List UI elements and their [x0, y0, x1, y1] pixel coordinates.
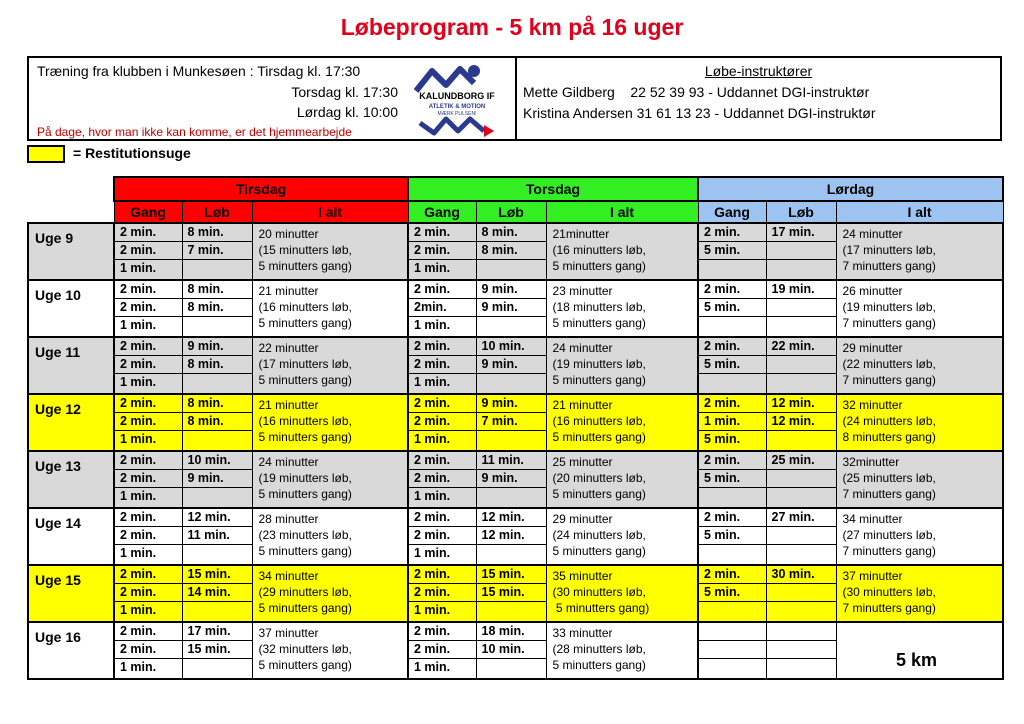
run-interval [183, 602, 252, 620]
walk-interval [699, 602, 766, 620]
run-interval: 19 min. [767, 281, 836, 299]
week-row [28, 337, 1003, 394]
walk-cell [114, 337, 182, 394]
week-row [28, 394, 1003, 451]
run-cell [182, 565, 252, 622]
total-text: 24 minutter (19 minutters løb, 5 minutters gang) [258, 455, 352, 501]
walk-interval: 2 min. [409, 413, 476, 431]
run-cell [476, 223, 546, 280]
walk-interval: 2 min. [115, 242, 182, 260]
run-cell [766, 280, 836, 337]
walk-interval: 5 min. [699, 527, 766, 545]
total-text: 37 minutter (32 minutters løb, 5 minutters gang) [258, 626, 352, 672]
walk-interval: 1 min. [414, 546, 451, 560]
run-interval [767, 374, 836, 392]
week-row [28, 508, 1003, 565]
walk-interval: 2 min. [115, 395, 182, 413]
run-interval: 8 min. [183, 395, 252, 413]
walk-interval: 2 min. [409, 242, 476, 260]
run-cell [182, 622, 252, 679]
run-interval: 8 min. [183, 299, 252, 317]
total-text: 25 minutter (20 minutters løb, 5 minutters gang) [552, 455, 646, 501]
run-interval: 8 min. [477, 224, 546, 242]
run-cell [476, 337, 546, 394]
run-interval [183, 374, 252, 392]
walk-interval: 5 min. [704, 432, 741, 446]
walk-cell [114, 280, 182, 337]
total-text: 21 minutter (16 minutters løb, 5 minutters gang) [258, 398, 352, 444]
walk-interval: 2 min. [409, 452, 476, 470]
walk-cell [408, 394, 476, 451]
week-label: Uge 10 [28, 280, 114, 337]
walk-cell [114, 508, 182, 565]
run-interval: 12 min. [477, 509, 546, 527]
run-cell [182, 451, 252, 508]
run-interval [477, 374, 546, 392]
walk-interval: 2 min. [409, 224, 476, 242]
total-cell [546, 451, 698, 508]
total-text: 32minutter (25 minutters løb, 7 minutters gang) [842, 455, 936, 501]
walk-interval: 1 min. [120, 546, 157, 560]
walk-interval [699, 623, 766, 641]
walk-interval: 2 min. [115, 224, 182, 242]
run-interval [183, 260, 252, 278]
total-cell [252, 451, 408, 508]
total-cell [252, 280, 408, 337]
run-interval [767, 623, 836, 641]
run-interval [767, 260, 836, 278]
walk-interval: 2 min. [699, 509, 766, 527]
total-cell [836, 565, 1003, 622]
logo-text-2: ATLETIK & MOTION [428, 104, 486, 110]
run-interval [767, 602, 836, 620]
run-interval [477, 317, 546, 335]
run-interval: 11 min. [477, 452, 546, 470]
walk-interval: 2 min. [409, 623, 476, 641]
run-cell [182, 337, 252, 394]
walk-interval: 5 min. [699, 242, 766, 260]
walk-interval [699, 545, 766, 563]
run-interval: 11 min. [183, 527, 252, 545]
club-logo [412, 61, 502, 137]
run-interval: 10 min. [477, 338, 546, 356]
week-label: Uge 12 [28, 394, 114, 451]
run-interval: 12 min. [183, 509, 252, 527]
walk-interval: 1 min. [120, 489, 157, 503]
walk-cell [698, 508, 766, 565]
total-text: 29 minutter (22 minutters løb, 7 minutters gang) [842, 341, 936, 387]
walk-interval: 2 min. [699, 452, 766, 470]
total-cell [252, 394, 408, 451]
run-interval: 7 min. [183, 242, 252, 260]
subheader-run: Løb [476, 201, 546, 223]
week-label: Uge 9 [28, 223, 114, 280]
page-title: Løbeprogram - 5 km på 16 uger [340, 14, 684, 40]
day-header-tuesday: Tirsdag [114, 177, 408, 201]
run-cell [476, 451, 546, 508]
total-cell [546, 508, 698, 565]
run-interval: 12 min. [477, 527, 546, 545]
run-interval: 8 min. [183, 281, 252, 299]
run-interval: 18 min. [477, 623, 546, 641]
walk-interval: 2 min. [115, 338, 182, 356]
walk-cell [698, 223, 766, 280]
total-text: 37 minutter (30 minutters løb, 7 minutters gang) [842, 569, 936, 615]
total-cell [252, 223, 408, 280]
walk-interval: 5 min. [699, 299, 766, 317]
total-cell [252, 622, 408, 679]
total-text: 34 minutter (27 minutters løb, 7 minutters gang) [842, 512, 936, 558]
run-interval: 9 min. [477, 281, 546, 299]
legend-swatch [27, 145, 65, 163]
total-cell [546, 622, 698, 679]
run-interval: 15 min. [183, 641, 252, 659]
subheader-walk: Gang [698, 201, 766, 223]
walk-interval [699, 641, 766, 659]
walk-interval: 2 min. [115, 281, 182, 299]
run-cell [766, 565, 836, 622]
walk-interval: 1 min. [120, 603, 157, 617]
subheader-total: I alt [252, 201, 408, 223]
run-interval [767, 317, 836, 335]
run-interval [767, 242, 836, 260]
walk-cell [408, 622, 476, 679]
total-text: 22 minutter (17 minutters løb, 5 minutters gang) [258, 341, 352, 387]
walk-cell [114, 223, 182, 280]
run-interval: 9 min. [477, 395, 546, 413]
walk-interval: 2 min. [699, 224, 766, 242]
subheader-run: Løb [182, 201, 252, 223]
walk-interval: 1 min. [414, 489, 451, 503]
total-cell [546, 223, 698, 280]
total-cell [836, 280, 1003, 337]
walk-interval: 2 min. [699, 338, 766, 356]
day-header-thursday: Torsdag [408, 177, 698, 201]
total-cell [836, 451, 1003, 508]
total-text: 29 minutter (24 minutters løb, 5 minutters gang) [552, 512, 646, 558]
run-interval: 22 min. [767, 338, 836, 356]
club-schedule-tuesday: Træning fra klubben i Munkesøen : Tirsdag kl. 17:30 [37, 63, 361, 79]
run-cell [476, 280, 546, 337]
walk-interval: 2 min. [115, 509, 182, 527]
club-schedule-thursday: Torsdag kl. 17:30 [291, 84, 398, 100]
run-cell [476, 565, 546, 622]
run-interval [767, 431, 836, 449]
walk-cell [698, 337, 766, 394]
total-cell [546, 394, 698, 451]
total-cell [252, 508, 408, 565]
run-interval: 12 min. [767, 413, 836, 431]
run-interval [477, 545, 546, 563]
total-cell [836, 394, 1003, 451]
run-interval: 14 min. [183, 584, 252, 602]
walk-interval: 1 min. [414, 318, 451, 332]
instructor-1: Mette Gildberg 22 52 39 93 - Uddannet DGI-instruktør [523, 84, 870, 100]
week-label: Uge 15 [28, 565, 114, 622]
run-interval [183, 317, 252, 335]
run-interval: 15 min. [477, 584, 546, 602]
week-row [28, 622, 1003, 679]
walk-cell [408, 565, 476, 622]
run-interval: 7 min. [477, 413, 546, 431]
walk-interval: 2 min. [115, 356, 182, 374]
walk-interval: 2 min. [699, 281, 766, 299]
walk-interval [699, 488, 766, 506]
walk-cell [114, 565, 182, 622]
walk-cell [408, 451, 476, 508]
week-row [28, 451, 1003, 508]
run-interval [183, 431, 252, 449]
walk-interval: 2 min. [115, 527, 182, 545]
total-text: 23 minutter (18 minutters løb, 5 minutters gang) [552, 284, 646, 330]
walk-interval: 2 min. [115, 566, 182, 584]
walk-interval: 2 min. [409, 509, 476, 527]
week-row [28, 280, 1003, 337]
total-cell [836, 223, 1003, 280]
logo-text-3: MÆRK PULSEN! [437, 111, 477, 117]
total-text: 21 minutter (16 minutters løb, 5 minutters gang) [552, 398, 646, 444]
run-interval: 9 min. [477, 356, 546, 374]
walk-cell [698, 451, 766, 508]
total-cell [546, 337, 698, 394]
walk-interval: 2 min. [409, 641, 476, 659]
walk-cell [114, 451, 182, 508]
total-text [837, 623, 1003, 625]
walk-interval: 1 min. [414, 375, 451, 389]
run-interval: 15 min. [477, 566, 546, 584]
walk-interval: 2 min. [699, 395, 766, 413]
walk-interval: 2 min. [115, 452, 182, 470]
total-text: 24 minutter (17 minutters løb, 7 minutters gang) [842, 227, 936, 273]
run-cell [476, 394, 546, 451]
walk-interval: 1 min. [414, 432, 451, 446]
subheader-walk: Gang [114, 201, 182, 223]
walk-cell [114, 622, 182, 679]
run-cell [766, 451, 836, 508]
run-interval: 10 min. [477, 641, 546, 659]
run-interval: 12 min. [767, 395, 836, 413]
walk-interval [699, 260, 766, 278]
run-interval [477, 488, 546, 506]
total-text: 21minutter (16 minutters løb, 5 minutters gang) [552, 227, 646, 273]
run-interval [767, 659, 836, 677]
instructors-heading: Løbe-instruktører [704, 63, 813, 79]
run-interval [767, 545, 836, 563]
total-text: 24 minutter (19 minutters løb, 5 minutters gang) [552, 341, 646, 387]
walk-interval: 2 min. [409, 584, 476, 602]
run-interval: 17 min. [767, 224, 836, 242]
day-header-saturday: Lørdag [698, 177, 1003, 201]
walk-interval: 2 min. [409, 566, 476, 584]
run-interval [767, 470, 836, 488]
run-cell [766, 394, 836, 451]
run-cell [182, 508, 252, 565]
run-interval: 9 min. [477, 299, 546, 317]
total-cell [252, 337, 408, 394]
walk-interval: 2 min. [115, 413, 182, 431]
walk-interval: 1 min. [120, 375, 157, 389]
run-interval: 10 min. [183, 452, 252, 470]
run-cell [766, 337, 836, 394]
instructor-2: Kristina Andersen 31 61 13 23 - Uddannet DGI-instruktør [523, 105, 876, 121]
total-text: 21 minutter (16 minutters løb, 5 minutters gang) [258, 284, 352, 330]
run-interval [767, 356, 836, 374]
subheader-total: I alt [836, 201, 1003, 223]
run-interval [477, 260, 546, 278]
run-interval: 8 min. [183, 356, 252, 374]
run-interval: 8 min. [477, 242, 546, 260]
subheader-total: I alt [546, 201, 698, 223]
walk-interval: 2 min. [409, 356, 476, 374]
walk-cell [698, 280, 766, 337]
run-cell [476, 622, 546, 679]
run-interval: 25 min. [767, 452, 836, 470]
walk-interval: 2 min. [115, 470, 182, 488]
instructors [517, 58, 1000, 139]
week-row [28, 223, 1003, 280]
walk-interval: 5 min. [699, 584, 766, 602]
run-interval [477, 602, 546, 620]
walk-interval [699, 317, 766, 335]
club-schedule-saturday: Lørdag kl. 10:00 [296, 104, 398, 120]
walk-interval: 2 min. [409, 338, 476, 356]
walk-interval: 5 min. [699, 470, 766, 488]
week-label: Uge 14 [28, 508, 114, 565]
walk-interval [699, 374, 766, 392]
run-interval: 30 min. [767, 566, 836, 584]
total-text: 34 minutter (29 minutters løb, 5 minutters gang) [258, 569, 352, 615]
walk-interval: 1 min. [120, 432, 157, 446]
run-cell [182, 394, 252, 451]
run-interval [767, 641, 836, 659]
run-interval: 9 min. [477, 470, 546, 488]
run-interval: 15 min. [183, 566, 252, 584]
run-interval [183, 545, 252, 563]
run-interval: 8 min. [183, 413, 252, 431]
week-label: Uge 13 [28, 451, 114, 508]
week-label: Uge 16 [28, 622, 114, 679]
walk-cell [698, 394, 766, 451]
run-interval [477, 431, 546, 449]
run-interval: 17 min. [183, 623, 252, 641]
walk-interval: 2min. [409, 299, 476, 317]
walk-interval: 2 min. [115, 584, 182, 602]
run-interval [767, 488, 836, 506]
walk-interval: 2 min. [409, 527, 476, 545]
run-cell [766, 508, 836, 565]
run-cell [476, 508, 546, 565]
run-interval [767, 527, 836, 545]
walk-interval: 2 min. [409, 395, 476, 413]
walk-interval: 1 min. [699, 413, 766, 431]
walk-interval: 1 min. [120, 318, 157, 332]
total-text: 33 minutter (28 minutters løb, 5 minutters gang) [552, 626, 646, 672]
total-cell [546, 280, 698, 337]
total-cell [546, 565, 698, 622]
walk-interval: 2 min. [115, 299, 182, 317]
walk-cell [408, 337, 476, 394]
walk-interval: 1 min. [414, 603, 451, 617]
walk-cell [408, 223, 476, 280]
walk-cell [698, 565, 766, 622]
walk-interval: 5 min. [699, 356, 766, 374]
walk-interval: 1 min. [414, 261, 451, 275]
run-interval [477, 659, 546, 677]
total-cell [252, 565, 408, 622]
walk-interval: 2 min. [699, 566, 766, 584]
run-cell [766, 223, 836, 280]
total-cell [836, 508, 1003, 565]
subheader-run: Løb [766, 201, 836, 223]
walk-interval: 1 min. [120, 261, 157, 275]
walk-cell [698, 622, 766, 679]
schedule-table [27, 176, 1004, 680]
walk-interval: 2 min. [409, 470, 476, 488]
walk-cell [408, 280, 476, 337]
walk-interval [699, 659, 766, 677]
total-text: 28 minutter (23 minutters løb, 5 minutters gang) [258, 512, 352, 558]
total-text: 32 minutter (24 minutters løb, 8 minutters gang) [842, 398, 936, 444]
run-interval [183, 659, 252, 677]
legend-label: = Restitutionsuge [73, 145, 191, 161]
run-interval [767, 584, 836, 602]
schedule-body [28, 223, 1003, 679]
walk-interval: 2 min. [115, 641, 182, 659]
subheader-walk: Gang [408, 201, 476, 223]
run-interval [767, 299, 836, 317]
run-cell [182, 280, 252, 337]
walk-interval: 2 min. [409, 281, 476, 299]
run-interval [183, 488, 252, 506]
run-cell [182, 223, 252, 280]
club-note: På dage, hvor man ikke kan komme, er det hjemmearbejde [37, 125, 352, 139]
run-interval: 9 min. [183, 470, 252, 488]
walk-cell [114, 394, 182, 451]
walk-interval: 1 min. [414, 660, 451, 674]
club-info [29, 58, 517, 139]
walk-interval: 1 min. [120, 660, 157, 674]
walk-interval: 2 min. [115, 623, 182, 641]
finish-distance: 5 km [896, 650, 938, 670]
run-interval: 9 min. [183, 338, 252, 356]
info-box [27, 56, 1002, 141]
total-cell [836, 337, 1003, 394]
week-row [28, 565, 1003, 622]
run-interval: 27 min. [767, 509, 836, 527]
run-interval: 8 min. [183, 224, 252, 242]
week-label: Uge 11 [28, 337, 114, 394]
walk-cell [408, 508, 476, 565]
total-text: 26 minutter (19 minutters løb, 7 minutters gang) [842, 284, 936, 330]
run-cell [766, 622, 836, 679]
logo-text-1: KALUNDBORG IF [419, 91, 495, 101]
total-text: 20 minutter (15 minutters løb, 5 minutters gang) [258, 227, 352, 273]
total-text: 35 minutter (30 minutters løb, 5 minutters gang) [552, 569, 650, 615]
